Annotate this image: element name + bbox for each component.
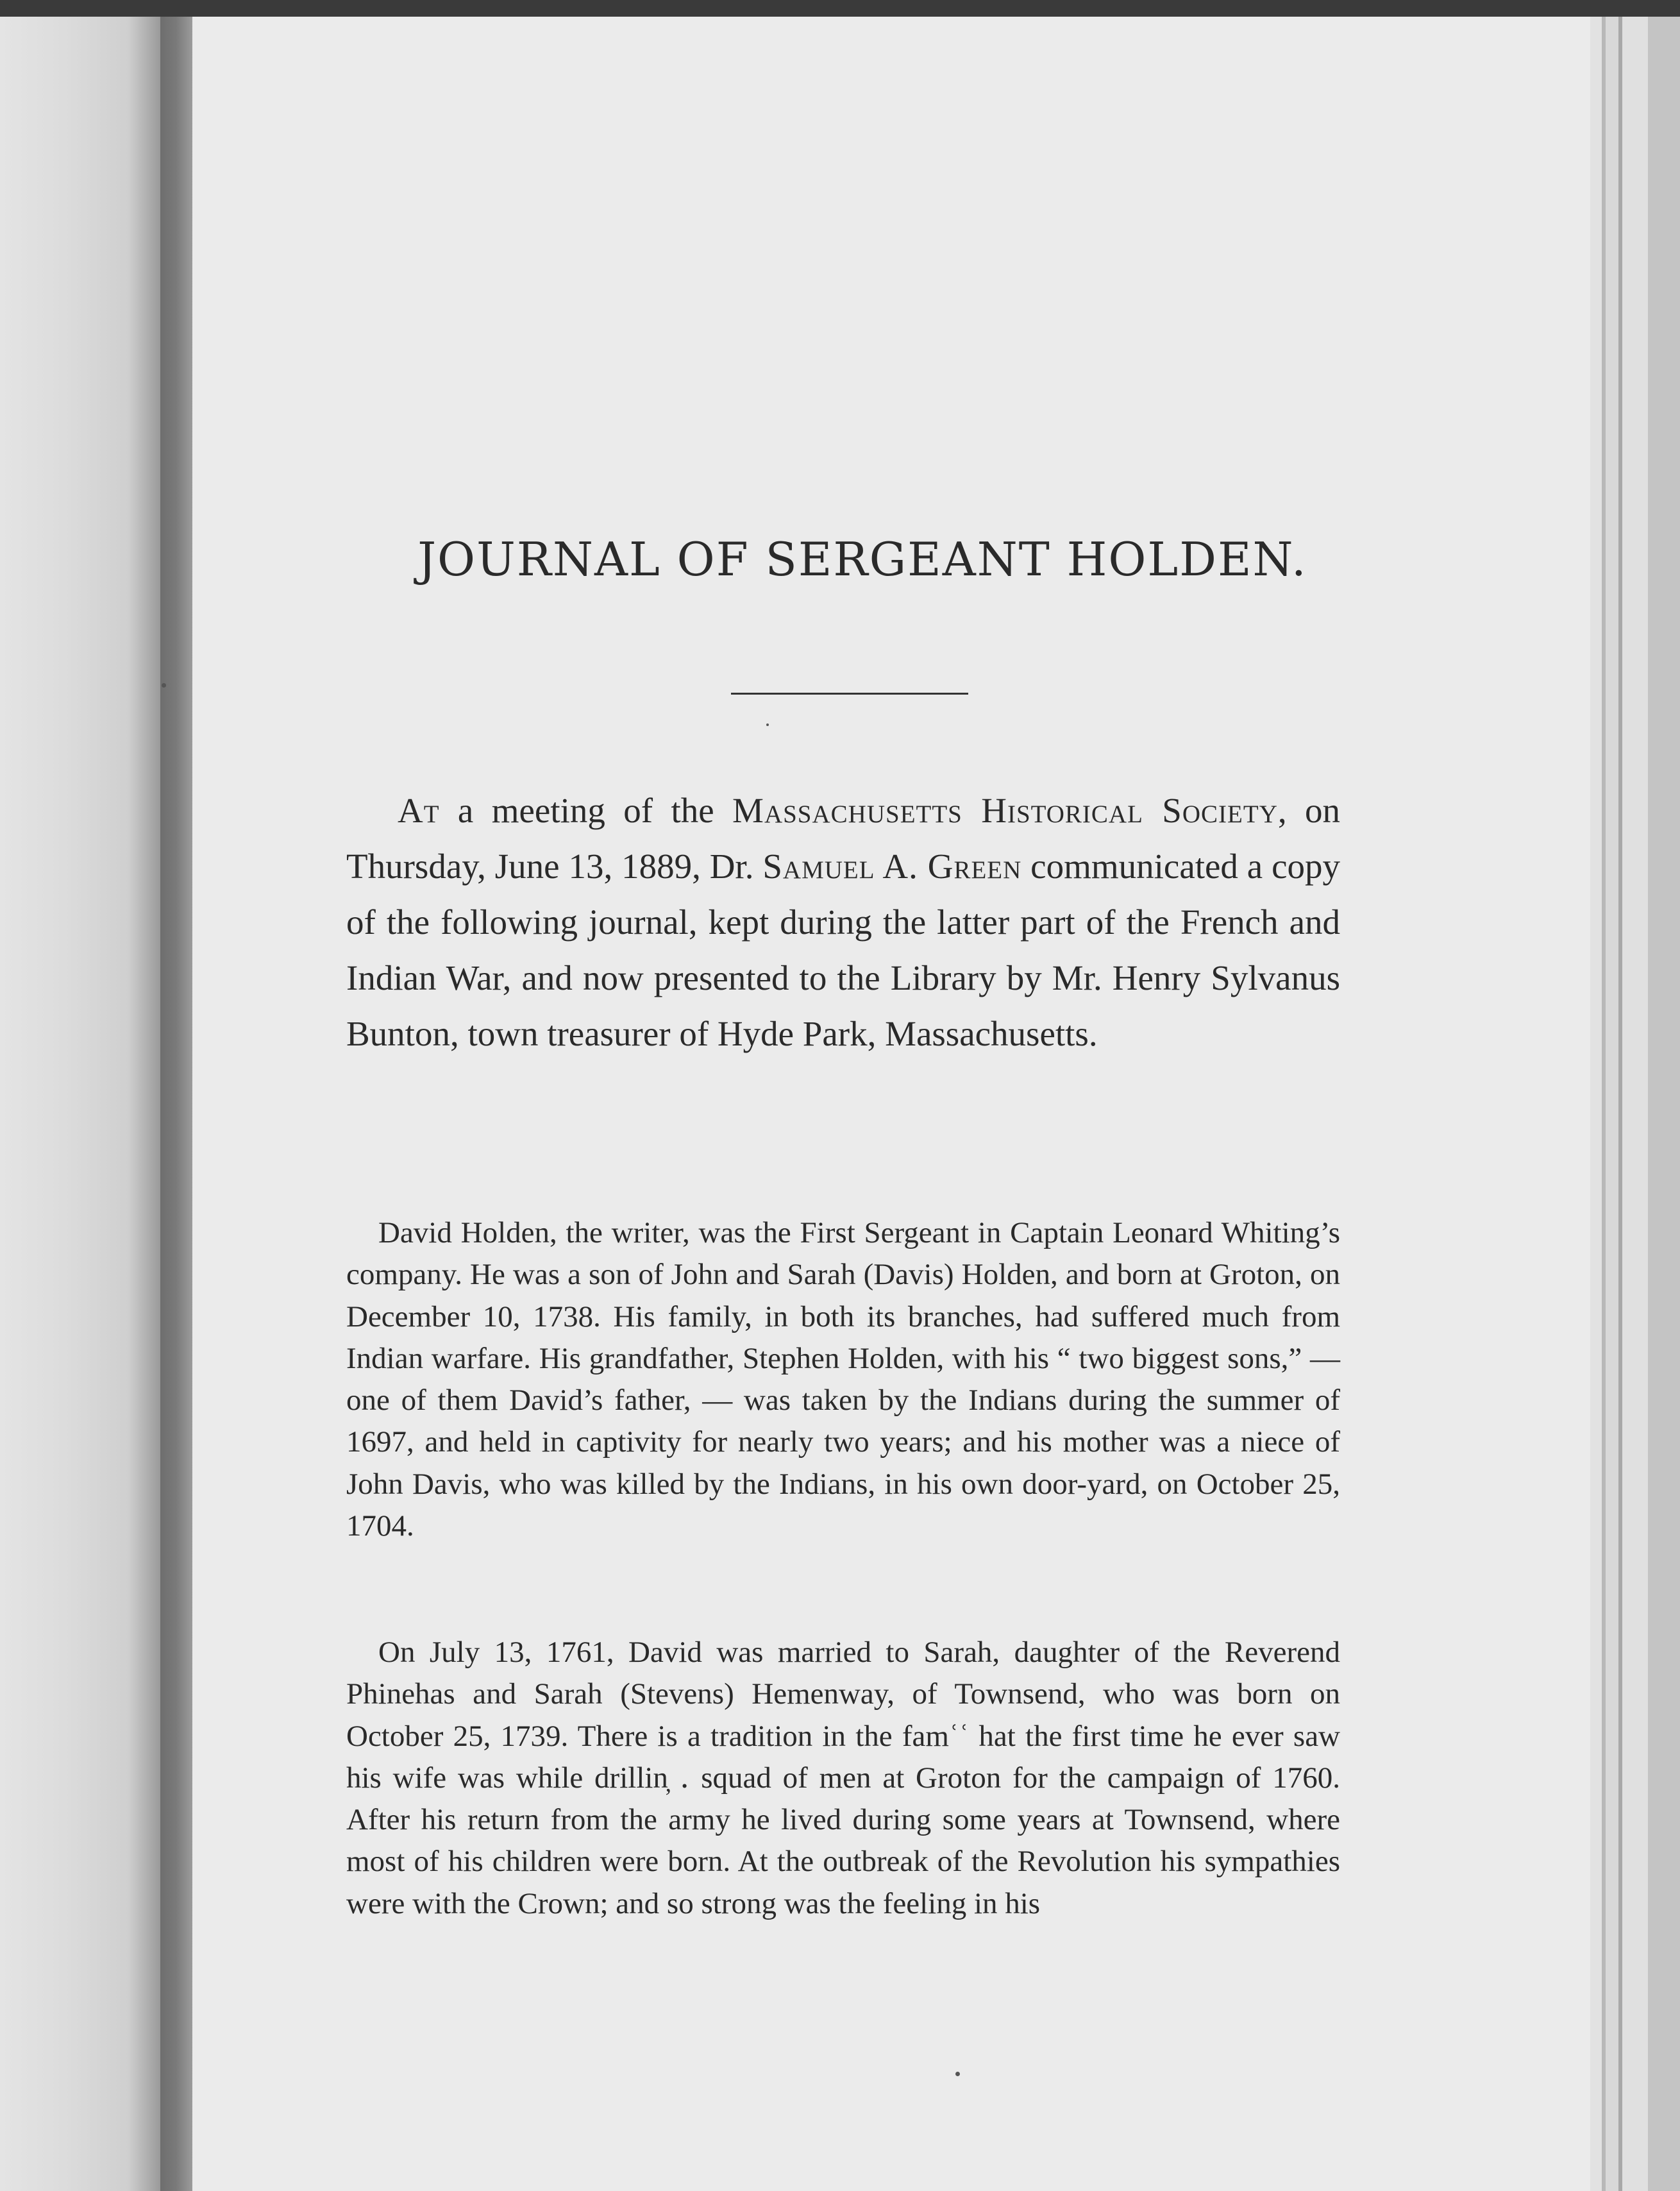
title-rule <box>731 693 968 695</box>
scan-speck <box>955 2072 960 2076</box>
book-gutter <box>160 0 192 2191</box>
facing-page-edge <box>0 0 160 2191</box>
author-name: Samuel A. Green <box>762 847 1022 886</box>
body-paragraph-1: David Holden, the writer, was the First Sergeant in Captain Leonard Whiting’s company. He was a son of John and Sarah (Davis) Holden, and born at Groton, on December 10, 1738. His family, in both its branches, had suffered much from Indian warfare. His grandfather, Stephen Holden, with his “ two biggest sons,” — one of them David’s father, — was taken by the Indians during the summer of 1697, and held in captivity for nearly two years; and his mother was a niece of John Davis, who was killed by the Indians, in his own door-yard, on October 25, 1704. <box>346 1216 1340 1543</box>
page-title: JOURNAL OF SERGEANT HOLDEN. <box>417 532 1307 586</box>
society-name: Massachusetts Historical Society <box>732 791 1278 830</box>
scan-top-edge <box>0 0 1680 17</box>
scan-speck <box>766 723 769 726</box>
page-stack-edge <box>1590 17 1680 2191</box>
intro-text-3: communicated a copy of the following journal, kept during the latter part of the French and Indian War, and now presented to the Library by Mr. Henry Sylvanus Bunton, town treasurer of Hyde Park, Massachusetts. <box>346 847 1341 1053</box>
intro-paragraph <box>346 782 1340 1062</box>
intro-text-2: , on Thursday, June 13, 1889, Dr. <box>346 791 1340 886</box>
body-paragraph-2: On July 13, 1761, David was married to Sarah, daughter of the Reverend Phinehas and Sarah (Stevens) Hemenway, of Townsend, who was born on October 25, 1739. There is a tradition in the famʿʿ hat the first time he ever saw his wife was while drillin̦ ․ squad of men at Groton for the campaign of 1760. After his return from the army he lived during some years at Townsend, where most of his children were born. At the outbreak of the Revolution his sympathies were with the Crown; and so strong was the feeling in his <box>346 1636 1340 1920</box>
intro-lead: At <box>398 791 440 830</box>
scan-speck <box>162 683 166 688</box>
intro-text-1: a meeting of the <box>439 791 733 830</box>
